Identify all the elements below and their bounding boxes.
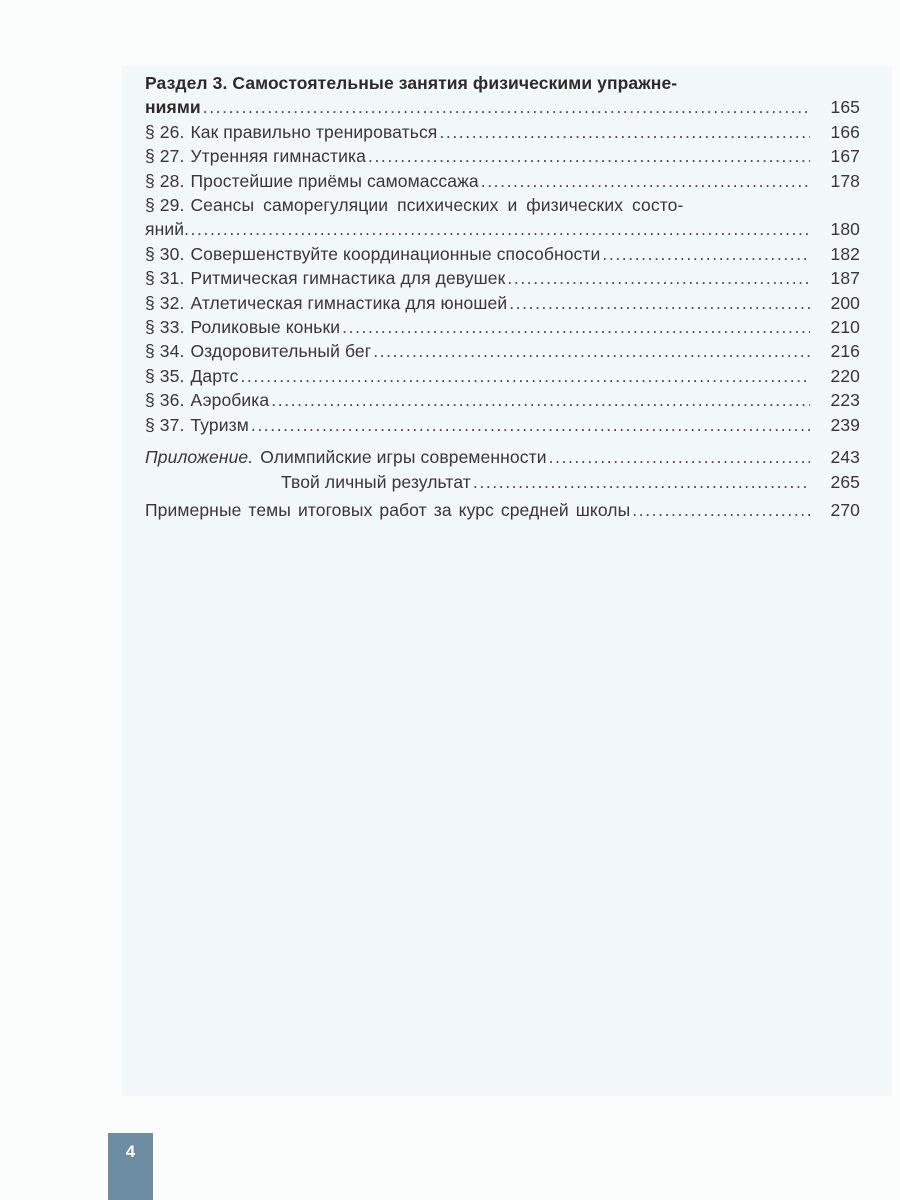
page-ref: 216: [830, 341, 860, 362]
page-ref: 270: [830, 499, 860, 520]
toc-entry: [145, 364, 860, 388]
page-ref: 187: [830, 268, 860, 289]
dot-leader: [632, 498, 810, 522]
page-ref: 223: [830, 390, 860, 411]
page-ref: 265: [830, 471, 860, 492]
page-ref: 220: [830, 365, 860, 386]
entry-title: § 37. Туризм: [145, 414, 249, 435]
toc-entry: [145, 169, 860, 193]
dot-leader: [184, 217, 810, 241]
toc-entry-section-3: [145, 95, 860, 119]
toc-entry-final: [145, 498, 860, 522]
dot-leader: [373, 339, 810, 363]
toc-entry: [145, 144, 860, 168]
entry-title: Приложение. Олимпийские игры современности: [145, 447, 547, 468]
toc-entry: [145, 291, 860, 315]
section-heading-line2: ниями: [145, 97, 201, 118]
dot-leader: [368, 144, 810, 168]
toc-entry: [145, 242, 860, 266]
dot-leader: [509, 291, 810, 315]
toc-entry: [145, 217, 860, 241]
dot-leader: [602, 242, 810, 266]
toc-entry: [145, 315, 860, 339]
toc-entry: [145, 413, 860, 437]
page-ref: 178: [830, 170, 860, 191]
entry-title: § 36. Аэробика: [145, 390, 270, 411]
entry-title: § 35. Дартс: [145, 365, 239, 386]
page-ref: 182: [830, 243, 860, 264]
entry-title: § 32. Атлетическая гимнастика для юношей: [145, 292, 508, 313]
page-ref: 239: [830, 414, 860, 435]
entry-title: § 33. Роликовые коньки: [145, 317, 341, 338]
entry-title: § 26. Как правильно тренироваться: [145, 121, 438, 142]
toc-entry: [145, 388, 860, 412]
dot-leader: [251, 413, 810, 437]
entry-title-line2: яний: [145, 219, 185, 240]
entry-title: § 31. Ритмическая гимнастика для девушек: [145, 268, 506, 289]
table-of-contents: [145, 71, 860, 522]
page-ref: 243: [830, 447, 860, 468]
dot-leader: [271, 388, 810, 412]
appendix-label: Приложение.: [145, 447, 254, 468]
dot-leader: [342, 315, 810, 339]
entry-title-line1: § 29. Сеансы саморегуляции психических и физических состо-: [145, 195, 684, 216]
dot-leader: [439, 120, 810, 144]
toc-entry: [145, 266, 860, 290]
page-ref: 166: [830, 121, 860, 142]
toc-entry-appendix: [145, 445, 860, 469]
dot-leader: [240, 364, 810, 388]
page-ref: 180: [830, 219, 860, 240]
spacer: [145, 437, 860, 445]
page-number: 4: [125, 1142, 136, 1161]
page-ref: 167: [830, 146, 860, 167]
dot-leader: [203, 95, 810, 119]
dot-leader: [549, 445, 810, 469]
page-number-box: [108, 1133, 153, 1200]
dot-leader: [481, 169, 810, 193]
entry-title: Твой личный результат: [281, 471, 471, 492]
entry-title: § 27. Утренняя гимнастика: [145, 146, 366, 167]
page-ref: 165: [830, 97, 860, 118]
entry-title: § 30. Совершенствуйте координационные способности: [145, 243, 601, 264]
page-ref: 200: [830, 292, 860, 313]
entry-title: § 34. Оздоровительный бег: [145, 341, 372, 362]
page-ref: 210: [830, 317, 860, 338]
entry-title: § 28. Простейшие приёмы самомассажа: [145, 170, 479, 191]
dot-leader: [507, 266, 810, 290]
section-heading-line1: Раздел 3. Самостоятельные занятия физическими упражне-: [145, 73, 678, 93]
entry-title: Примерные темы итоговых работ за курс средней школы: [145, 499, 631, 520]
dot-leader: [473, 470, 810, 494]
toc-entry: [145, 120, 860, 144]
toc-entry-appendix: [145, 470, 860, 494]
toc-entry: [145, 339, 860, 363]
